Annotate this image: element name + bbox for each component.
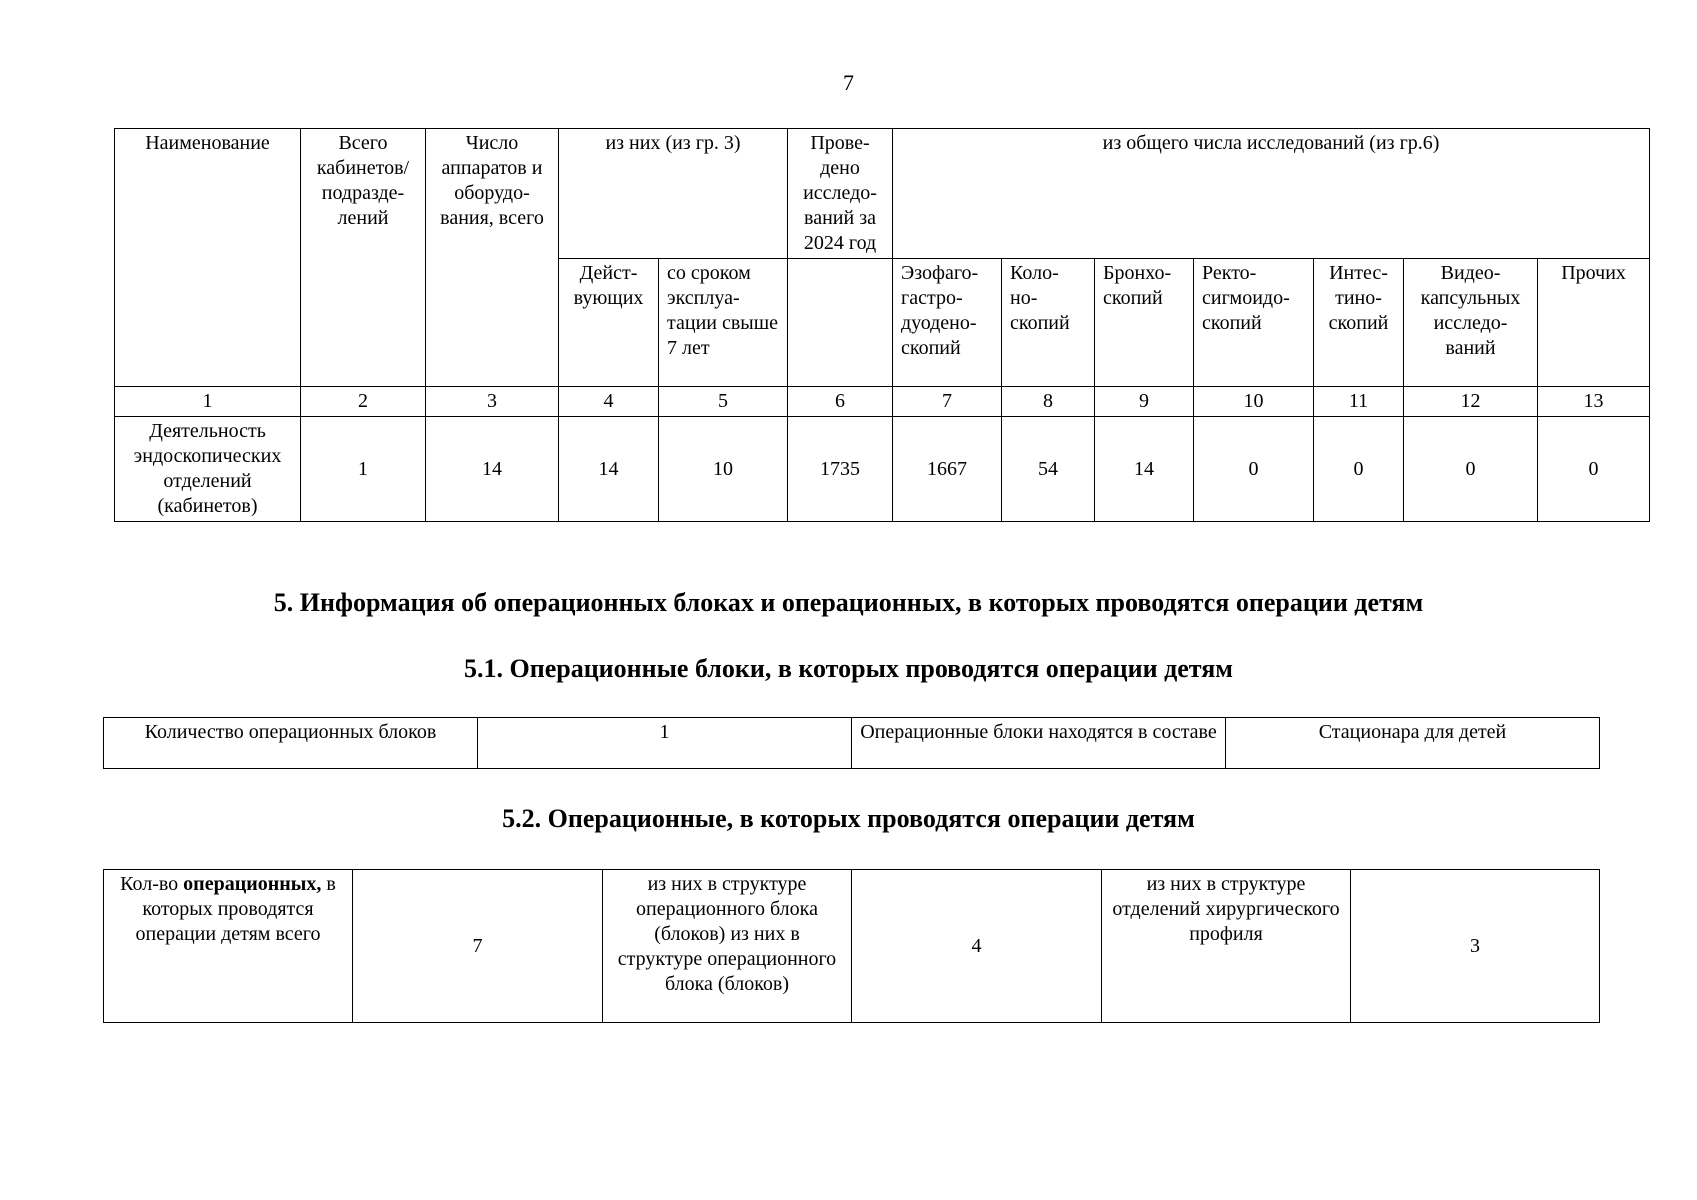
cell-value: 54 — [1002, 417, 1095, 522]
rooms-total-label — [104, 870, 353, 1023]
header-name: Наименование — [115, 129, 301, 387]
column-number: 5 — [659, 387, 788, 417]
cell-value: 0 — [1194, 417, 1314, 522]
cell-value: 14 — [559, 417, 659, 522]
operating-rooms-table — [103, 869, 1600, 1023]
blocks-count-label: Количество операционных блоков — [104, 718, 478, 769]
column-number: 10 — [1194, 387, 1314, 417]
column-number: 8 — [1002, 387, 1095, 417]
rooms-total-label-prefix: Кол-во — [120, 873, 184, 895]
cell-value: 14 — [1095, 417, 1194, 522]
column-number: 4 — [559, 387, 659, 417]
section-5-1-title: 5.1. Операционные блоки, в которых проводятся операции детям — [463, 654, 1234, 683]
rooms-total-value: 7 — [353, 870, 603, 1023]
header-active: Дейст- вующих — [559, 259, 659, 387]
column-number: 12 — [1404, 387, 1538, 417]
column-number: 9 — [1095, 387, 1194, 417]
rooms-total-label-bold: операционных, — [183, 873, 322, 895]
column-number: 2 — [301, 387, 426, 417]
header-total-rooms: Всего кабинетов/ подразде- лений — [301, 129, 426, 387]
header-broncho: Бронхо- скопий — [1095, 259, 1194, 387]
header-performed-empty — [788, 259, 893, 387]
header-video: Видео- капсульных исследо- ваний — [1404, 259, 1538, 387]
rooms-total-label-suffix: в которых проводятся операции детям всего — [135, 873, 336, 945]
section-5-title: 5. Информация об операционных блоках и операционных, в которых проводятся операции детям — [273, 588, 1424, 617]
header-other: Прочих — [1538, 259, 1650, 387]
cell-value: 0 — [1538, 417, 1650, 522]
cell-value: 1 — [301, 417, 426, 522]
column-number: 11 — [1314, 387, 1404, 417]
cell-value: 14 — [426, 417, 559, 522]
header-intestino: Интес- тино- скопий — [1314, 259, 1404, 387]
header-of-total: из общего числа исследований (из гр.6) — [893, 129, 1650, 259]
cell-value: 1735 — [788, 417, 893, 522]
header-egd: Эзофаго- гастро- дуодено- скопий — [893, 259, 1002, 387]
operating-blocks-table — [103, 717, 1600, 769]
header-over7: со сроком эксплуа- тации свыше 7 лет — [659, 259, 788, 387]
row-name: Деятельность эндоскопических отделений (кабинетов) — [115, 417, 301, 522]
column-number: 6 — [788, 387, 893, 417]
header-devices-total: Число аппаратов и оборудо- вания, всего — [426, 129, 559, 387]
cell-value: 0 — [1404, 417, 1538, 522]
column-number: 1 — [115, 387, 301, 417]
header-colono: Коло- но- скопий — [1002, 259, 1095, 387]
rooms-in-block-label: из них в структуре операционного блока (блоков) из них в структуре операционного блока (блоков) — [603, 870, 852, 1023]
cell-value: 0 — [1314, 417, 1404, 522]
column-number: 7 — [893, 387, 1002, 417]
rooms-surgical-value: 3 — [1351, 870, 1600, 1023]
blocks-location-value: Стационара для детей — [1226, 718, 1600, 769]
blocks-count-value: 1 — [478, 718, 852, 769]
rooms-in-block-value: 4 — [852, 870, 1102, 1023]
column-number: 3 — [426, 387, 559, 417]
rooms-surgical-label: из них в структуре отделений хирургического профиля — [1102, 870, 1351, 1023]
header-performed: Прове- дено исследо- ваний за 2024 год — [788, 129, 893, 259]
cell-value: 1667 — [893, 417, 1002, 522]
section-5-2-title: 5.2. Операционные, в которых проводятся операции детям — [502, 804, 1195, 833]
blocks-location-label: Операционные блоки находятся в составе — [852, 718, 1226, 769]
endoscopy-table — [114, 128, 1650, 522]
header-of-them: из них (из гр. 3) — [559, 129, 788, 259]
column-number: 13 — [1538, 387, 1650, 417]
header-recto: Ректо- сигмоидо- скопий — [1194, 259, 1314, 387]
page-number: 7 — [843, 70, 854, 95]
cell-value: 10 — [659, 417, 788, 522]
